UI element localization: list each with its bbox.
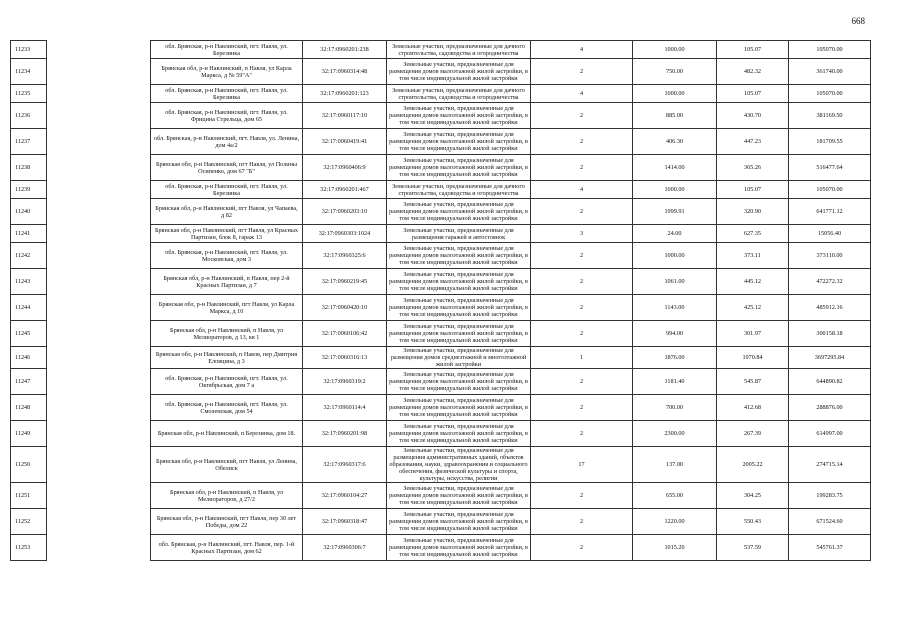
cell-spacer [47,85,151,103]
cell-group: 2 [531,421,633,447]
cell-area: 1999.91 [633,199,717,225]
table-row [11,181,871,199]
cell-record-id: 11243 [11,269,47,295]
cell-cadastral-value: 373110.00 [789,243,871,269]
cell-land-use: Земельные участки, предназначенные для размещения домов малоэтажной жилой застройки, в том числе индивидуальной жилой застройки [387,295,531,321]
cell-cadastral-value: 274715.14 [789,447,871,483]
cell-specific-value: 430.70 [717,103,789,129]
cell-cadastral-number: 32:17:0960114:4 [303,395,387,421]
cell-cadastral-value: 671524.60 [789,509,871,535]
cell-land-use: Земельные участки, предназначенные для размещения административных зданий, объектов образования, науки, здравоохранения и социального обеспечения, физической культуры и спорта, культуры, искусства, религии [387,447,531,483]
cell-land-use: Земельные участки, предназначенные для дачного строительства, садоводства и огородничества [387,181,531,199]
cell-specific-value: 304.25 [717,483,789,509]
cell-area: 994.00 [633,321,717,347]
cell-spacer [47,347,151,369]
cell-cadastral-value: 614997.00 [789,421,871,447]
cell-cadastral-value: 105070.00 [789,181,871,199]
cell-record-id: 11238 [11,155,47,181]
cell-area: 137.00 [633,447,717,483]
table-row [11,41,871,59]
cell-address: Брянская обл, р-н Навлинский, пгт Навля, ул Карла Маркса, д 10 [151,295,303,321]
table-body [11,41,871,561]
cell-record-id: 11242 [11,243,47,269]
cell-land-use: Земельные участки, предназначенные для размещения домов малоэтажной жилой застройки, в том числе индивидуальной жилой застройки [387,321,531,347]
cell-cadastral-number: 32:17:0960419:41 [303,129,387,155]
cell-spacer [47,129,151,155]
cell-spacer [47,243,151,269]
cell-area: 1015.20 [633,535,717,561]
cell-spacer [47,269,151,295]
cell-group: 2 [531,199,633,225]
cell-group: 2 [531,535,633,561]
cell-specific-value: 425.12 [717,295,789,321]
cell-spacer [47,41,151,59]
cell-spacer [47,295,151,321]
cell-cadastral-number: 32:17:0960319:2 [303,369,387,395]
cell-land-use: Земельные участки, предназначенные для размещения домов малоэтажной жилой застройки, в том числе индивидуальной жилой застройки [387,129,531,155]
cell-cadastral-number: 32:17:0960314:48 [303,59,387,85]
table-row [11,321,871,347]
cell-group: 2 [531,103,633,129]
cell-land-use: Земельные участки, предназначенные для размещения домов малоэтажной жилой застройки, в том числе индивидуальной жилой застройки [387,509,531,535]
cell-record-id: 11235 [11,85,47,103]
cell-specific-value: 105.07 [717,85,789,103]
page-number: 668 [851,16,865,26]
cell-spacer [47,447,151,483]
cell-cadastral-number: 32:17:0960317:6 [303,447,387,483]
cell-address: Брянская обл, р-н Навлинский, п Навля, ул Мелиораторов, д 27/2 [151,483,303,509]
cell-cadastral-value: 361740.00 [789,59,871,85]
cell-area: 2300.00 [633,421,717,447]
cell-cadastral-value: 105070.00 [789,41,871,59]
cell-cadastral-number: 32:17:0960219:45 [303,269,387,295]
cell-group: 2 [531,59,633,85]
cell-cadastral-number: 32:17:0960316:13 [303,347,387,369]
cell-land-use: Земельные участки, предназначенные для дачного строительства, садоводства и огородничества [387,85,531,103]
cell-address: Брянская обл, р-н Навлинский, пгт Навля, ул Красных Партизан, блок 8, гараж 13 [151,225,303,243]
cell-record-id: 11250 [11,447,47,483]
cell-address: обл. Брянская, р-н Навлинский, пгт. Навля, ул. Ленина, дом 4а/2 [151,129,303,155]
cell-land-use: Земельные участки, предназначенные для размещения домов малоэтажной жилой застройки, в том числе индивидуальной жилой застройки [387,395,531,421]
cell-area: 1876.00 [633,347,717,369]
cell-specific-value: 267.39 [717,421,789,447]
cell-cadastral-number: 32:17:0960325:6 [303,243,387,269]
cell-specific-value: 447.23 [717,129,789,155]
cell-address: Брянская обл, р-н Навлинский, п Навля, ул Мелиораторов, д 13, кв 1 [151,321,303,347]
cell-spacer [47,395,151,421]
cell-land-use: Земельные участки, предназначенные для размещения гаражей и автостоянок [387,225,531,243]
cell-spacer [47,535,151,561]
cell-spacer [47,225,151,243]
cell-land-use: Земельные участки, предназначенные для размещения домов малоэтажной жилой застройки, в том числе индивидуальной жилой застройки [387,199,531,225]
cell-specific-value: 373.11 [717,243,789,269]
cell-land-use: Земельные участки, предназначенные для размещения домов малоэтажной жилой застройки, в том числе индивидуальной жилой застройки [387,155,531,181]
cell-area: 1000.00 [633,85,717,103]
table-row [11,369,871,395]
cell-record-id: 11244 [11,295,47,321]
cell-spacer [47,321,151,347]
cell-land-use: Земельные участки, предназначенные для размещения домов малоэтажной жилой застройки, в том числе индивидуальной жилой застройки [387,535,531,561]
cell-address: обл. Брянская, р-н Навлинский, пгт. Навля, ул. Березинка [151,181,303,199]
cell-address: обл. Брянская, р-н Навлинский, пгт. Навля, ул. Березинка [151,85,303,103]
cell-record-id: 11247 [11,369,47,395]
cell-cadastral-number: 32:17:0960318:47 [303,509,387,535]
cell-area: 885.00 [633,103,717,129]
cell-spacer [47,483,151,509]
cell-land-use: Земельные участки, предназначенные для размещения домов малоэтажной жилой застройки, в том числе индивидуальной жилой застройки [387,103,531,129]
cell-address: обл. Брянская, р-н Навлинский, пгт. Навля, ул. Березинка [151,41,303,59]
cell-record-id: 11253 [11,535,47,561]
cell-cadastral-number: 32:17:0960201:98 [303,421,387,447]
cell-group: 17 [531,447,633,483]
cell-record-id: 11233 [11,41,47,59]
cell-spacer [47,181,151,199]
cell-cadastral-number: 32:17:0960303:1024 [303,225,387,243]
cell-area: 700.00 [633,395,717,421]
cell-group: 2 [531,395,633,421]
table-row [11,269,871,295]
cell-record-id: 11241 [11,225,47,243]
cell-record-id: 11246 [11,347,47,369]
cell-address: Брянская обл, р-н Навлинский, п Навля, ул Карла Маркса, д № 59"А" [151,59,303,85]
cell-cadastral-value: 516477.64 [789,155,871,181]
cell-land-use: Земельные участки, предназначенные для размещения домов малоэтажной жилой застройки, в том числе индивидуальной жилой застройки [387,59,531,85]
table-row [11,225,871,243]
table-row [11,155,871,181]
cell-cadastral-value: 300158.18 [789,321,871,347]
cell-group: 4 [531,181,633,199]
cell-address: Брянская обл, р-н Навлинский, пгт Навля, ул Полины Осипенко, дом 67 "Б" [151,155,303,181]
table-row [11,509,871,535]
cell-record-id: 11251 [11,483,47,509]
cell-address: обл. Брянская, р-н Навлинский, пгт. Навля, ул. Октябрьская, дом 7 а [151,369,303,395]
cell-land-use: Земельные участки, предназначенные для размещения домов малоэтажной жилой застройки, в том числе индивидуальной жилой застройки [387,483,531,509]
cell-specific-value: 105.07 [717,181,789,199]
cell-cadastral-number: 32:17:0960306:7 [303,535,387,561]
table-row [11,483,871,509]
cell-group: 2 [531,295,633,321]
table-row [11,103,871,129]
cell-spacer [47,199,151,225]
cell-cadastral-number: 32:17:0960420:10 [303,295,387,321]
cell-specific-value: 445.12 [717,269,789,295]
cell-area: 1220.00 [633,509,717,535]
cell-area: 1181.40 [633,369,717,395]
cell-specific-value: 550.43 [717,509,789,535]
cell-area: 655.00 [633,483,717,509]
cell-cadastral-value: 288876.00 [789,395,871,421]
cell-record-id: 11237 [11,129,47,155]
cell-area: 1000.00 [633,41,717,59]
cell-land-use: Земельные участки, предназначенные для размещения домов малоэтажной жилой застройки, в том числе индивидуальной жилой застройки [387,369,531,395]
cell-spacer [47,59,151,85]
table-row [11,347,871,369]
cell-cadastral-value: 15056.40 [789,225,871,243]
table-row [11,129,871,155]
cell-specific-value: 482.32 [717,59,789,85]
cell-address: обл. Брянская, р-н Навлинский, пгт. Навля, ул. Смоленская, дом 54 [151,395,303,421]
cell-address: обл. Брянская, р-н Навлинский, пгт. Навля, ул. Фрицина Стрельца, дом 65 [151,103,303,129]
cell-group: 2 [531,155,633,181]
cell-specific-value: 365.26 [717,155,789,181]
cell-cadastral-value: 641771.12 [789,199,871,225]
cell-record-id: 11248 [11,395,47,421]
registry-sheet [10,40,870,561]
cell-area: 1000.00 [633,243,717,269]
table-row [11,535,871,561]
cell-address: Брянская обл, р-н Навлинский, пгт Навля, ул Чапаева, д 82 [151,199,303,225]
cell-group: 2 [531,321,633,347]
cell-group: 2 [531,269,633,295]
cell-record-id: 11245 [11,321,47,347]
cell-cadastral-number: 32:17:0960201:123 [303,85,387,103]
cell-cadastral-number: 32:17:0960201:238 [303,41,387,59]
table-row [11,421,871,447]
cell-cadastral-value: 472272.32 [789,269,871,295]
cell-cadastral-value: 644890.82 [789,369,871,395]
cell-land-use: Земельные участки, предназначенные для размещения домов малоэтажной жилой застройки, в том числе индивидуальной жилой застройки [387,243,531,269]
cell-record-id: 11239 [11,181,47,199]
cell-cadastral-value: 485912.16 [789,295,871,321]
cell-area: 24.00 [633,225,717,243]
cell-group: 1 [531,347,633,369]
cell-group: 2 [531,129,633,155]
cell-specific-value: 537.59 [717,535,789,561]
table-row [11,199,871,225]
cell-specific-value: 627.35 [717,225,789,243]
cell-address: Брянская обл, р-н Навлинский, пгт Навля, ул Ленина, Обелиск [151,447,303,483]
cell-group: 2 [531,243,633,269]
cell-record-id: 11236 [11,103,47,129]
cell-address: Брянская обл, р-н Навлинский, п Навля, пер Дмитрия Еловцина, д 3 [151,347,303,369]
cell-group: 2 [531,509,633,535]
cell-cadastral-value: 3697295.84 [789,347,871,369]
cell-cadastral-value: 181709.55 [789,129,871,155]
cell-area: 1414.00 [633,155,717,181]
cell-group: 2 [531,369,633,395]
table-row [11,447,871,483]
cell-area: 1000.00 [633,181,717,199]
table-row [11,243,871,269]
table-row [11,59,871,85]
cell-record-id: 11234 [11,59,47,85]
cell-area: 1061.00 [633,269,717,295]
cell-land-use: Земельные участки, предназначенные для дачного строительства, садоводства и огородничества [387,41,531,59]
cell-group: 4 [531,41,633,59]
cell-address: Брянская обл, р-н Навлинский, п Навля, пер 2-й Красных Партизан, д 7 [151,269,303,295]
cell-group: 2 [531,483,633,509]
cell-land-use: Земельные участки, предназначенные для размещения домов среднеэтажной и многоэтажной жилой застройки [387,347,531,369]
cell-spacer [47,155,151,181]
cell-specific-value: 320.90 [717,199,789,225]
cell-spacer [47,369,151,395]
cell-cadastral-number: 32:17:0960406:9 [303,155,387,181]
cell-record-id: 11240 [11,199,47,225]
cell-spacer [47,509,151,535]
cell-cadastral-value: 381169.50 [789,103,871,129]
cell-specific-value: 1970.84 [717,347,789,369]
cell-group: 4 [531,85,633,103]
cell-group: 3 [531,225,633,243]
cell-cadastral-number: 32:17:0960201:467 [303,181,387,199]
cell-cadastral-value: 545761.37 [789,535,871,561]
cell-cadastral-number: 32:17:0960203:10 [303,199,387,225]
cell-specific-value: 412.68 [717,395,789,421]
cell-specific-value: 545.87 [717,369,789,395]
cadastral-value-table [10,40,871,561]
cell-land-use: Земельные участки, предназначенные для размещения домов малоэтажной жилой застройки, в том числе индивидуальной жилой застройки [387,269,531,295]
cell-area: 406.30 [633,129,717,155]
table-row [11,85,871,103]
cell-address: обл. Брянская, р-н Навлинский, пгт. Навля, пер. 1-й Красных Партизан, дом 62 [151,535,303,561]
table-row [11,395,871,421]
cell-area: 1143.00 [633,295,717,321]
cell-spacer [47,103,151,129]
cell-specific-value: 2005.22 [717,447,789,483]
cell-address: обл. Брянская, р-н Навлинский, пгт. Навля, ул. Московская, дом 3 [151,243,303,269]
table-row [11,295,871,321]
cell-cadastral-number: 32:17:0960106:42 [303,321,387,347]
cell-area: 750.00 [633,59,717,85]
cell-cadastral-number: 32:17:0960117:10 [303,103,387,129]
cell-cadastral-number: 32:17:0960104:27 [303,483,387,509]
cell-record-id: 11249 [11,421,47,447]
cell-record-id: 11252 [11,509,47,535]
cell-specific-value: 301.97 [717,321,789,347]
cell-address: Брянская обл, р-н Навлинский, пгт Навля, пер 30 лет Победы, дом 22 [151,509,303,535]
cell-specific-value: 105.07 [717,41,789,59]
cell-address: Брянская обл, р-н Навлинский, п Березинка, дом 18. [151,421,303,447]
cell-cadastral-value: 199283.75 [789,483,871,509]
cell-land-use: Земельные участки, предназначенные для размещения домов малоэтажной жилой застройки, в том числе индивидуальной жилой застройки [387,421,531,447]
cell-spacer [47,421,151,447]
cell-cadastral-value: 105070.00 [789,85,871,103]
